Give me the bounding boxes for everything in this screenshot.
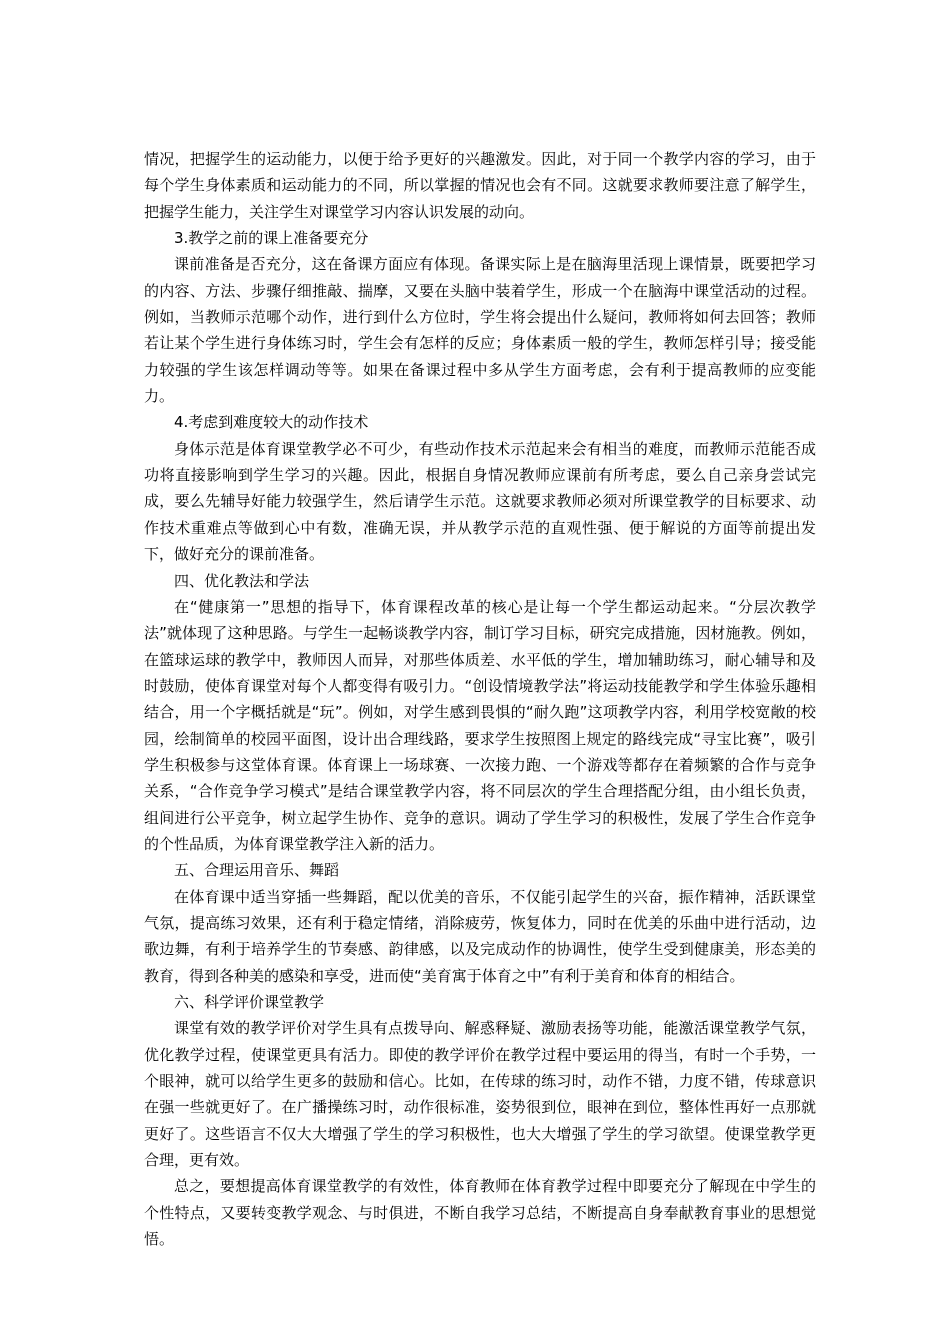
paragraph-lesson-preparation: 课前准备是否充分，这在备课方面应有体现。备课实际上是在脑海里活现上课情景，既要把学习的内容、方法、步骤仔细推敲、揣摩，又要在头脑中装着学生，形成一个在脑海中课堂活动的过程。例如，当教师示范哪个动作，进行到什么方位时，学生将会提出什么疑问，教师将如何去回答；教师若让某个学生进行身体练习时，学生会有怎样的反应；身体素质一般的学生，教师怎样引导；接受能力较强的学生该怎样调动等等。如果在备课过程中多从学生方面考虑，会有利于提高教师的应变能力。 <box>144 255 816 406</box>
paragraph-continuation: 情况，把握学生的运动能力，以便于给予更好的兴趣激发。因此，对于同一个教学内容的学习，由于每个学生身体素质和运动能力的不同，所以掌握的情况也会有不同。这就要求教师要注意了解学生，把握学生能力，关注学生对课堂学习内容认识发展的动向。 <box>144 150 816 221</box>
document-page <box>144 146 816 1252</box>
paragraph-conclusion: 总之，要想提高体育课堂教学的有效性，体育教师在体育教学过程中即要充分了解现在中学生的个性特点，又要转变教学观念、与时俱进，不断自我学习总结，不断提高自身奉献教育事业的思想觉悟。 <box>144 1177 816 1249</box>
paragraph-music-dance: 在体育课中适当穿插一些舞蹈，配以优美的音乐，不仅能引起学生的兴奋，振作精神，活跃课堂气氛，提高练习效果，还有利于稳定情绪，消除疲劳，恢复体力，同时在优美的乐曲中进行活动，边歌边舞，有利于培养学生的节奏感、韵律感，以及完成动作的协调性，使学生受到健康美，形态美的教育，得到各种美的感染和享受，进而使“美育寓于体育之中”有利于美育和体育的相结合。 <box>144 887 816 985</box>
section-heading-music-dance: 五、合理运用音乐、舞蹈 <box>174 861 340 880</box>
paragraph-difficult-techniques: 身体示范是体育课堂教学必不可少，有些动作技术示范起来会有相当的难度，而教师示范能否成功将直接影响到学生学习的兴趣。因此，根据自身情况教师应课前有所考虑，要么自己亲身尝试完成，要么先辅导好能力较强学生，然后请学生示范。这就要求教师必须对所课堂教学的目标要求、动作技术重难点等做到心中有数，准确无误，并从教学示范的直观性强、便于解说的方面等前提出发下，做好充分的课前准备。 <box>144 439 816 564</box>
section-heading-lesson-preparation: 3.教学之前的课上准备要充分 <box>174 229 369 248</box>
paragraph-optimize-methods: 在“健康第一”思想的指导下，体育课程改革的核心是让每一个学生都运动起来。“分层次教学法”就体现了这种思路。与学生一起畅谈教学内容，制订学习目标，研究完成措施，因材施教。例如，在篮球运球的教学中，教师因人而异，对那些体质差、水平低的学生，增加辅助练习，耐心辅导和及时鼓励，使体育课堂对每个人都变得有吸引力。“创设情境教学法”将运动技能教学和学生体验乐趣相结合，用一个字概括就是“玩”。例如，对学生感到畏惧的“耐久跑”这项教学内容，利用学校宽敞的校园，绘制简单的校园平面图，设计出合理线路，要求学生按照图上规定的路线完成“寻宝比赛”，吸引学生积极参与这堂体育课。体育课上一场球赛、一次接力跑、一个游戏等都存在着频繁的合作与竞争关系，“合作竞争学习模式”是结合课堂教学内容，将不同层次的学生合理搭配分组，由小组长负责，组间进行公平竞争，树立起学生协作、竞争的意识。调动了学生学习的积极性，发展了学生合作竞争的个性品质，为体育课堂教学注入新的活力。 <box>144 597 816 853</box>
section-heading-evaluation: 六、科学评价课堂教学 <box>174 993 325 1011</box>
section-heading-optimize-methods: 四、优化教法和学法 <box>174 571 310 590</box>
section-heading-difficult-techniques: 4.考虑到难度较大的动作技术 <box>174 413 369 432</box>
paragraph-evaluation: 课堂有效的教学评价对学生具有点拨导向、解惑释疑、激励表扬等功能，能激活课堂教学气氛，优化教学过程，使课堂更具有活力。即使的教学评价在教学过程中要运用的得当，有时一个手势，一个眼神，就可以给学生更多的鼓励和信心。比如，在传球的练习时，动作不错，力度不错，传球意识在强一些就更好了。在广播操练习时，动作很标准，姿势很到位，眼神在到位，整体性再好一点那就更好了。这些语言不仅大大增强了学生的学习积极性，也大大增强了学生的学习欲望。使课堂教学更合理，更有效。 <box>144 1019 816 1170</box>
